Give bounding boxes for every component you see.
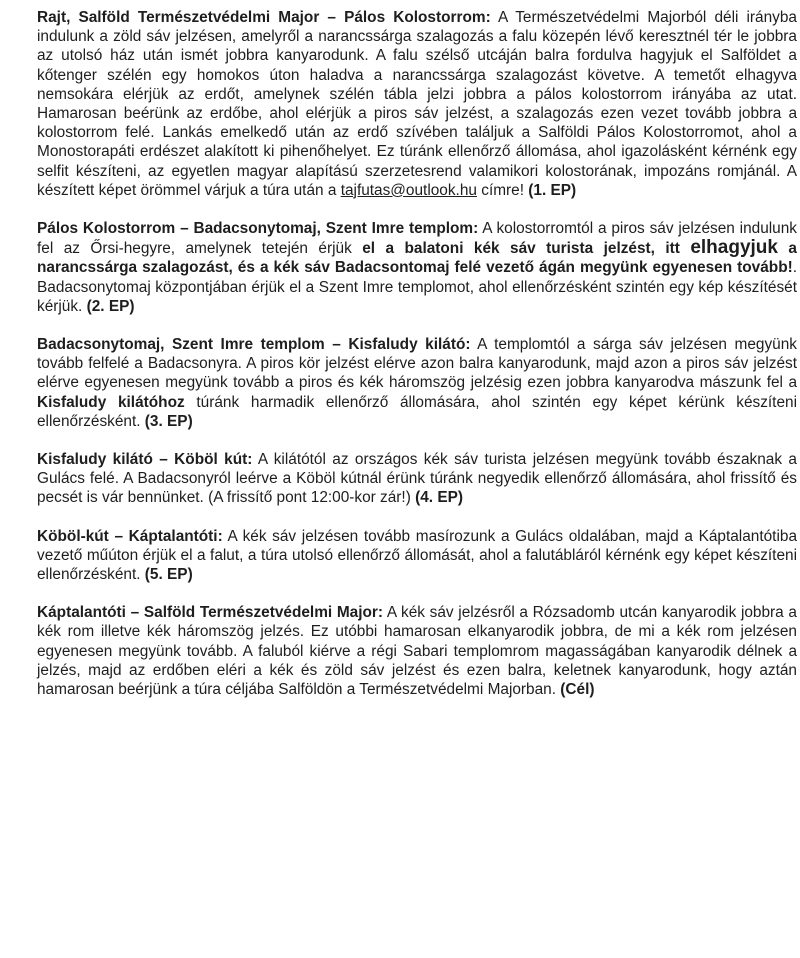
checkpoint-label: (4. EP) — [415, 489, 464, 507]
section-title: Kisfaludy kilátó – Köböl kút: — [37, 451, 253, 469]
section-body: A kék sáv jelzésről a Rózsadomb utcán kanyarodik jobbra a kék rom illetve kék háromszög jelzés. Ez utóbbi hamarosan elkanyarodik jobbra, de mi a kék rom jelzésen egyenesen megyünk tovább. A faluból kiérve a régi Sabari templomrom magasságában kanyarodik délnek a jelzés, majd az erdőben eléri a kék és zöld sáv jelzést és ezen balra, keletnek kanyarodunk, hogy aztán hamarosan beérjünk a túra céljába Salföldön a Természetvédelmi Majorban. — [37, 604, 797, 699]
emphasis-text: a narancssárga szalagozást, és a kék sáv Badacsontomaj felé vezető ágán megyünk egyenesen tovább! — [37, 240, 797, 277]
emphasis-large-text: elhagyjuk — [690, 237, 778, 259]
section-lookout-to-well — [37, 450, 797, 508]
section-body: A Természetvédelmi Majorból déli irányba indulunk a zöld sáv jelzésen, amelyről a narancssárga szalagozás a falu közepén lévő keresztnél tér le jobbra az utolsó ház után ismét jobbra kanyarodunk. A falu szélső utcáján balra fordulva hagyjuk el Salföldet a kőtenger szélén egy homokos úton haladva a narancssárga szalagozást követve. A temetőt elhagyva nemsokára elérjük az erdőt, amelynek szélén tábla jelzi jobbra a pálos kolostorrom irányába az utat. Hamarosan beérünk az erdőbe, ahol elérjük a piros sáv jelzést, a szalagozás ezen vezet tovább jobbra a kolostorrom felé. Lankás emelkedő után az erdő szívében találjuk a Salföldi Pálos Kolostorromot, ahol a Monostorapáti erdészet alakított ki pihenőhelyet. Ez túránk ellenőrző állomása, ahol igazolásként kérnénk egy selfit készíteni, az egyetlen magyar alapítású szerzetesrend valamikori kolostorának, impozáns romjánál. A készített képet örömmel várjuk a túra után a — [37, 9, 797, 199]
section-village-to-finish — [37, 603, 797, 699]
section-title: Köböl-kút – Káptalantóti: — [37, 527, 223, 545]
section-body: A kilátótól az országos kék sáv turista jelzésen megyünk tovább északnak a Gulács felé. A Badacsonyról leérve a Köböl kútnál érünk túránk negyedik ellenőrző állomására, ahol frissítő és pecsét is vár bennünket. (A frissítő pont 12:00-kor zár!) — [37, 451, 797, 507]
section-body-end: . Badacsonytomaj központjában érjük el a Szent Imre templomot, ahol ellenőrzésként szintén egy kép készítését kérjük. — [37, 259, 797, 315]
emphasis-text: Kisfaludy kilátóhoz — [37, 393, 185, 411]
section-body: A templomtól a sárga sáv jelzésen megyünk tovább felfelé a Badacsonyra. A piros kör jelzést elérve azon balra kanyarodunk, majd azon a piros sáv jelzést elérve egyenesen megyünk tovább a piros és kék háromszög jelzésig ezen jobbra kanyarodva mászunk fel a — [37, 336, 797, 392]
section-body-end: címre! — [476, 181, 529, 199]
emphasis-text: el a balatoni kék sáv turista jelzést, itt — [362, 240, 691, 258]
section-church-to-lookout — [37, 335, 797, 431]
section-title: Rajt, Salföld Természetvédelmi Major – Pálos Kolostorrom: — [37, 9, 491, 26]
section-title: Badacsonytomaj, Szent Imre templom – Kisfaludy kilátó: — [37, 336, 471, 354]
section-body: A kék sáv jelzésen tovább masírozunk a Gulács oldalában, majd a Káptalantótiba vezető műúton érjük el a falut, a túra utolsó ellenőrző állomását, ahol a falutábláról kérnénk egy képet készíteni ellenőrzésként. — [37, 527, 797, 584]
checkpoint-label: (5. EP) — [144, 566, 193, 584]
section-start-to-monastery — [37, 8, 797, 200]
section-body-end: túránk harmadik ellenőrző állomására, ahol szintén egy képet kérünk készíteni ellenőrzésként. — [37, 393, 797, 430]
section-title: Káptalantóti – Salföld Természetvédelmi Major: — [37, 604, 384, 622]
section-body: A kolostorromtól a piros sáv jelzésen indulunk fel az Őrsi-hegyre, amelynek tetején érjük — [37, 220, 797, 258]
finish-label: (Cél) — [560, 681, 595, 699]
email-link[interactable]: tajfutas@outlook.hu — [340, 181, 477, 199]
checkpoint-label: (2. EP) — [86, 297, 135, 315]
checkpoint-label: (1. EP) — [528, 181, 577, 199]
section-monastery-to-church — [37, 219, 797, 316]
section-well-to-village — [37, 527, 797, 585]
checkpoint-label: (3. EP) — [144, 412, 193, 430]
section-title: Pálos Kolostorrom – Badacsonytomaj, Szent Imre templom: — [37, 220, 479, 238]
